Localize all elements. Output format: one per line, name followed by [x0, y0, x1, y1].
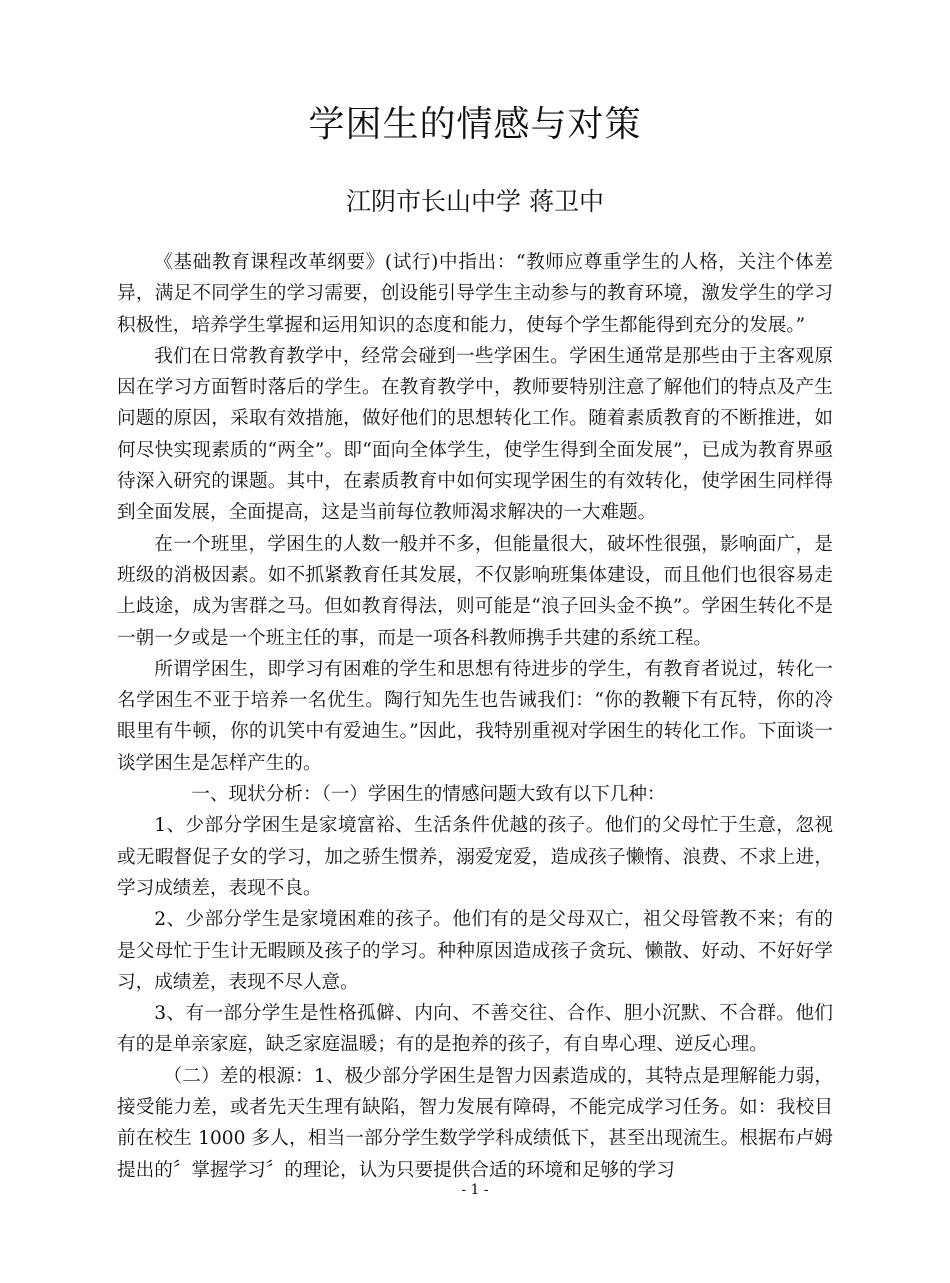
- paragraph-item-2: 2、少部分学生是家境困难的孩子。他们有的是父母双亡，祖父母管教不来；有的是父母忙于生计无暇顾及孩子的学习。种种原因造成孩子贪玩、懒散、好动、不好好学习，成绩差，表现不尽人意。: [117, 909, 833, 993]
- document-author: 江阴市长山中学 蒋卫中: [346, 187, 604, 216]
- paragraph-item-3: 3、有一部分学生是性格孤僻、内向、不善交往、合作、胆小沉默、不合群。他们有的是单亲家庭，缺乏家庭温暖；有的是抱养的孩子，有自卑心理、逆反心理。: [117, 1003, 833, 1056]
- paragraph-2: 我们在日常教育教学中，经常会碰到一些学困生。学困生通常是那些由于主客观原因在学习方面暂时落后的学生。在教育教学中，教师要特别注意了解他们的特点及产生问题的原因，采取有效措施，做好他们的思想转化工作。随着素质教育的不断推进，如何尽快实现素质的“两全”。即“面向全体学生，使学生得到全面发展”，已成为教育界亟待深入研究的课题。其中，在素质教育中如何实现学困生的有效转化，使学困生同样得到全面发展，全面提高，这是当前每位教师渴求解决的一大难题。: [117, 345, 833, 524]
- paragraph-1: 《基础教育课程改革纲要》(试行)中指出：“教师应尊重学生的人格，关注个体差异，满足不同学生的学习需要，创设能引导学生主动参与的教育环境，激发学生的学习积极性，培养学生掌握和运用知识的态度和能力，使每个学生都能得到充分的发展。”: [117, 252, 833, 336]
- paragraph-item-1: 1、少部分学困生是家境富裕、生活条件优越的孩子。他们的父母忙于生意，忽视或无暇督促子女的学习，加之骄生惯养，溺爱宠爱，造成孩子懒惰、浪费、不求上进，学习成绩差，表现不良。: [117, 815, 833, 899]
- section-heading-status-analysis: 一、现状分析：（一）学困生的情感问题大致有以下几种：: [191, 784, 666, 806]
- paragraph-3: 在一个班里，学困生的人数一般并不多，但能量很大，破坏性很强，影响面广，是班级的消极因素。如不抓紧教育任其发展，不仅影响班集体建设，而且他们也很容易走上歧途，成为害群之马。但如教育得法，则可能是“浪子回头金不换”。学困生转化不是一朝一夕或是一个班主任的事，而是一项各科教师携手共建的系统工程。: [117, 533, 833, 649]
- page-number: - 1 -: [461, 1182, 489, 1198]
- paragraph-root-causes: （二）差的根源：1、极少部分学困生是智力因素造成的，其特点是理解能力弱，接受能力差，或者先天生理有缺陷，智力发展有障碍，不能完成学习任务。如：我校目前在校生 1000 多人，相当一部分学生数学学科成绩低下，甚至出现流生。根据布卢姆提出的〞掌握学习〞的理论，认为只要提供合适的环境和足够的学习: [117, 1065, 833, 1181]
- document-body: [117, 247, 833, 1186]
- paragraph-4: 所谓学困生，即学习有困难的学生和思想有待进步的学生，有教育者说过，转化一名学困生不亚于培养一名优生。陶行知先生也告诫我们：“你的教鞭下有瓦特，你的冷眼里有牛顿，你的讥笑中有爱迪生。”因此，我特别重视对学困生的转化工作。下面谈一谈学困生是怎样产生的。: [117, 658, 833, 774]
- document-title: 学困生的情感与对策: [308, 104, 642, 145]
